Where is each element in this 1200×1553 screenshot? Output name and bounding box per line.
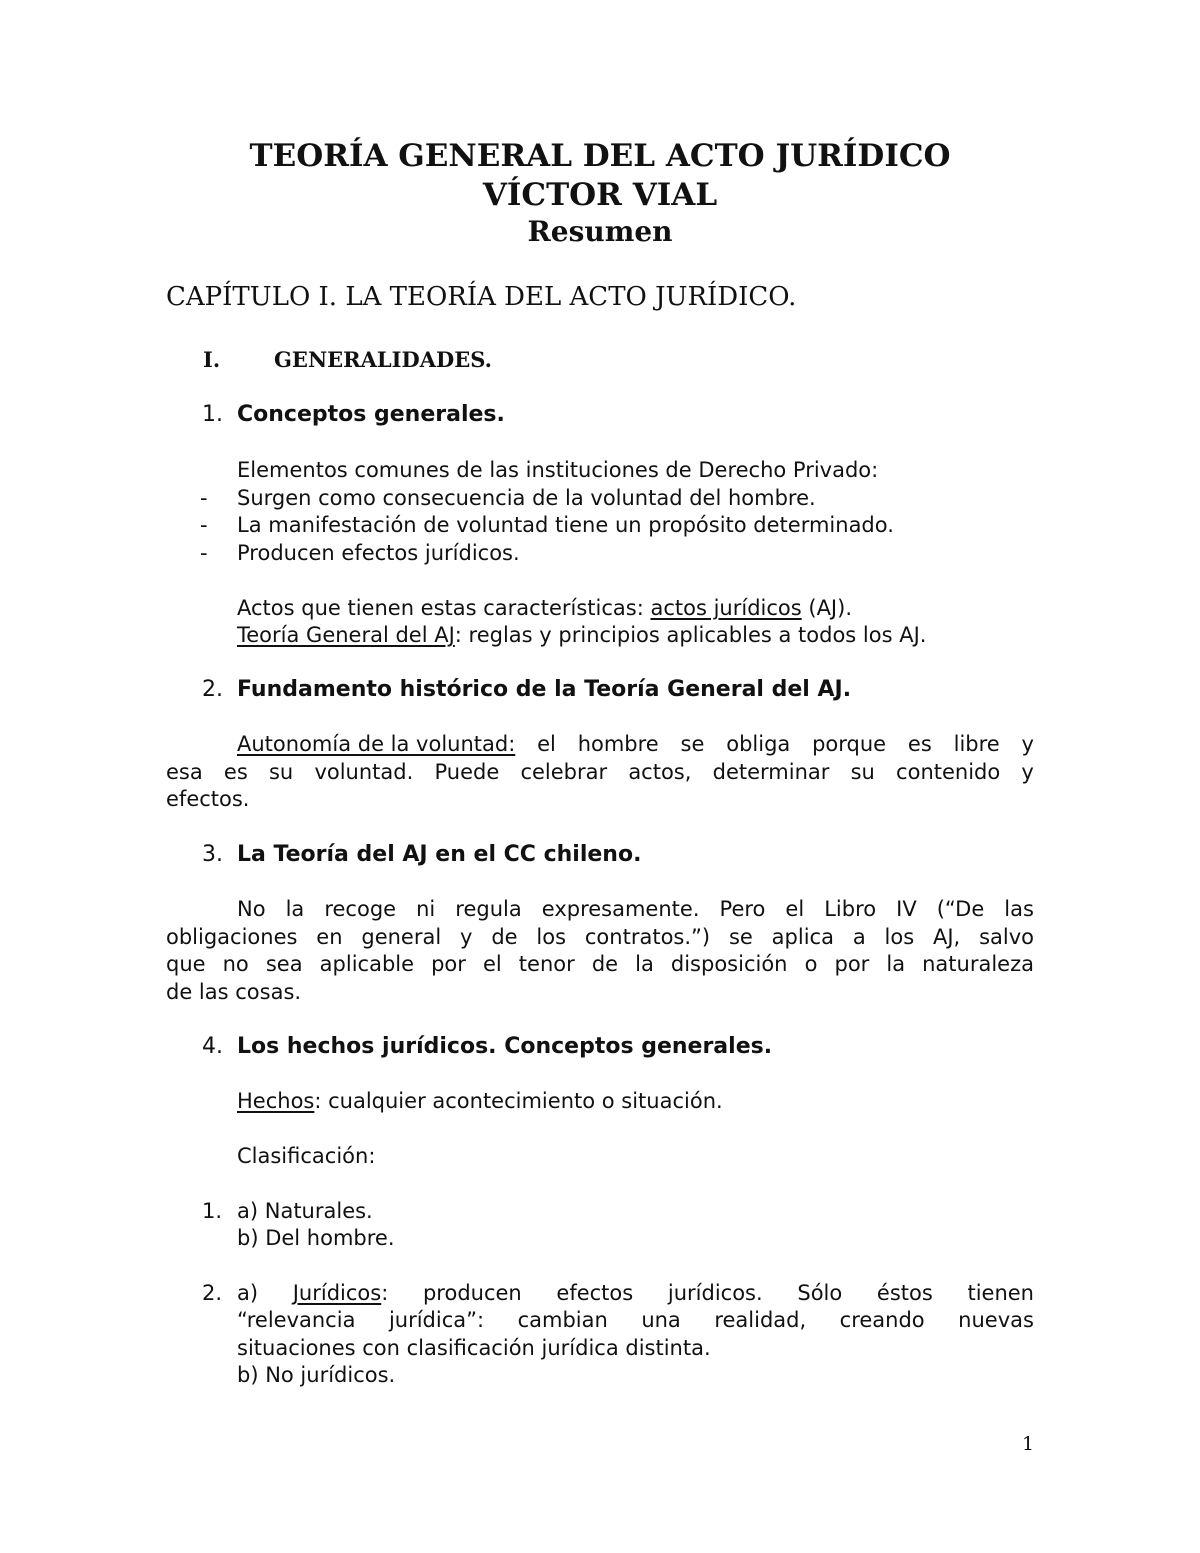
text: : cualquier acontecimiento o situación.	[314, 1089, 723, 1113]
bullet-marker: -	[200, 541, 208, 565]
justified-line	[166, 952, 1034, 976]
list-number: 1.	[202, 1199, 223, 1223]
word: voluntad.	[314, 760, 414, 784]
paragraph-intro: Elementos comunes de las instituciones de Derecho Privado:	[237, 458, 879, 482]
word: o	[804, 952, 818, 976]
word: la	[635, 952, 654, 976]
word: jurídicos.	[667, 1281, 763, 1305]
underlined-term: Teoría General del AJ	[237, 623, 455, 647]
word: se	[680, 732, 705, 756]
word: Pero	[719, 897, 766, 921]
paragraph-clasificacion: Clasificación:	[237, 1144, 376, 1168]
underlined-term: actos jurídicos	[650, 596, 802, 620]
paragraph-line: efectos.	[166, 787, 250, 811]
word: la	[886, 952, 906, 976]
text: (AJ).	[801, 596, 852, 620]
word: de	[491, 925, 518, 949]
list-item: b) No jurídicos.	[237, 1363, 396, 1387]
justified-line	[237, 897, 1034, 921]
heading-number: 1.	[202, 402, 223, 427]
bullet-marker: -	[200, 513, 208, 537]
paragraph-actos-juridicos	[237, 596, 852, 620]
underlined-term: Hechos	[237, 1089, 315, 1113]
word: porque	[812, 732, 887, 756]
document-subtitle: Resumen	[527, 215, 673, 248]
list-item-prefix	[237, 1281, 258, 1305]
word: naturaleza	[922, 952, 1034, 976]
underlined-term: Jurídicos	[292, 1281, 382, 1305]
word: actos,	[628, 760, 692, 784]
word: disposición	[670, 952, 788, 976]
word: hombre	[577, 732, 659, 756]
word: :	[381, 1281, 389, 1305]
underlined-term: Autonomía de la voluntad:	[237, 732, 516, 756]
word: AJ,	[933, 925, 961, 949]
word: realidad,	[714, 1308, 807, 1332]
word: aplicable	[319, 952, 415, 976]
word: sea	[265, 952, 303, 976]
word: su	[268, 760, 294, 784]
text: Actos que tienen estas características:	[237, 596, 651, 620]
bullet-item: Producen efectos jurídicos.	[237, 541, 520, 565]
word: Sólo	[797, 1281, 843, 1305]
document-author: VÍCTOR VIAL	[482, 177, 718, 213]
word: el	[785, 897, 805, 921]
word: cambian	[517, 1308, 608, 1332]
word: a	[852, 925, 866, 949]
word: regula	[455, 897, 522, 921]
word: obligaciones	[166, 925, 298, 949]
word: ni	[416, 897, 436, 921]
word: una	[641, 1308, 681, 1332]
word: recoge	[324, 897, 397, 921]
document-title: TEORÍA GENERAL DEL ACTO JURÍDICO	[249, 138, 951, 174]
section-number: I.	[203, 347, 221, 372]
bullet-item: La manifestación de voluntad tiene un propósito determinado.	[237, 513, 894, 537]
bullet-item: Surgen como consecuencia de la voluntad del hombre.	[237, 486, 816, 510]
word: tenor	[518, 952, 575, 976]
word: y	[460, 925, 473, 949]
page-number: 1	[1022, 1433, 1035, 1455]
heading-hechos-juridicos: Los hechos jurídicos. Conceptos generales.	[237, 1034, 773, 1059]
word: obliga	[726, 732, 791, 756]
text: : reglas y principios aplicables a todos los AJ.	[454, 623, 927, 647]
word: las	[1004, 897, 1034, 921]
word: No	[237, 897, 266, 921]
word: salvo	[979, 925, 1034, 949]
word: su	[850, 760, 875, 784]
word: contenido	[896, 760, 1001, 784]
word: celebrar	[520, 760, 608, 784]
word: libre	[953, 732, 1000, 756]
chapter-heading: CAPÍTULO I. LA TEORÍA DEL ACTO JURÍDICO.	[166, 282, 797, 312]
list-item: a) Naturales.	[237, 1199, 373, 1223]
word: que	[166, 952, 206, 976]
paragraph-line: de las cosas.	[166, 980, 302, 1004]
word: es	[223, 760, 248, 784]
word: contratos.”)	[584, 925, 711, 949]
heading-fundamento-historico: Fundamento histórico de la Teoría General del AJ.	[237, 677, 852, 702]
justified-line	[237, 1308, 1034, 1332]
word: efectos	[556, 1281, 634, 1305]
paragraph-teoria-general	[237, 623, 926, 647]
word: por	[834, 952, 870, 976]
heading-teoria-cc-chileno: La Teoría del AJ en el CC chileno.	[237, 842, 642, 867]
word: producen	[422, 1281, 522, 1305]
word: aplica	[771, 925, 834, 949]
heading-conceptos-generales: Conceptos generales.	[237, 402, 505, 427]
justified-line	[166, 760, 1034, 784]
section-title: GENERALIDADES.	[274, 347, 492, 372]
word: determinar	[712, 760, 830, 784]
paragraph-hechos	[237, 1089, 723, 1113]
word: la	[285, 897, 305, 921]
word: los	[884, 925, 915, 949]
justified-line	[237, 732, 1034, 756]
word: es	[907, 732, 932, 756]
heading-number: 4.	[202, 1034, 223, 1059]
word: de	[591, 952, 619, 976]
word: por	[431, 952, 466, 976]
paragraph-line: situaciones con clasificación jurídica distinta.	[237, 1336, 711, 1360]
word: éstos	[876, 1281, 933, 1305]
word: “relevancia	[237, 1308, 356, 1332]
word: Libro	[824, 897, 877, 921]
word: IV	[896, 897, 917, 921]
word: tienen	[967, 1281, 1034, 1305]
heading-number: 3.	[202, 842, 223, 867]
word: a)	[237, 1281, 259, 1305]
justified-line	[237, 1281, 1034, 1305]
list-item: b) Del hombre.	[237, 1226, 395, 1250]
word: nuevas	[958, 1308, 1034, 1332]
word: expresamente.	[541, 897, 700, 921]
word: creando	[839, 1308, 925, 1332]
word: esa	[166, 760, 203, 784]
word-group	[293, 1281, 389, 1305]
word: el	[537, 732, 556, 756]
word: (“De	[936, 897, 985, 921]
bullet-marker: -	[200, 486, 208, 510]
word: los	[536, 925, 567, 949]
word: jurídica”:	[388, 1308, 485, 1332]
word: en	[316, 925, 343, 949]
word: no	[222, 952, 249, 976]
heading-number: 2.	[202, 677, 223, 702]
justified-line	[166, 925, 1034, 949]
word: se	[728, 925, 753, 949]
list-number: 2.	[202, 1281, 223, 1305]
word: y	[1021, 732, 1034, 756]
word: y	[1021, 760, 1034, 784]
word: el	[482, 952, 502, 976]
word: general	[361, 925, 442, 949]
word: Puede	[434, 760, 500, 784]
